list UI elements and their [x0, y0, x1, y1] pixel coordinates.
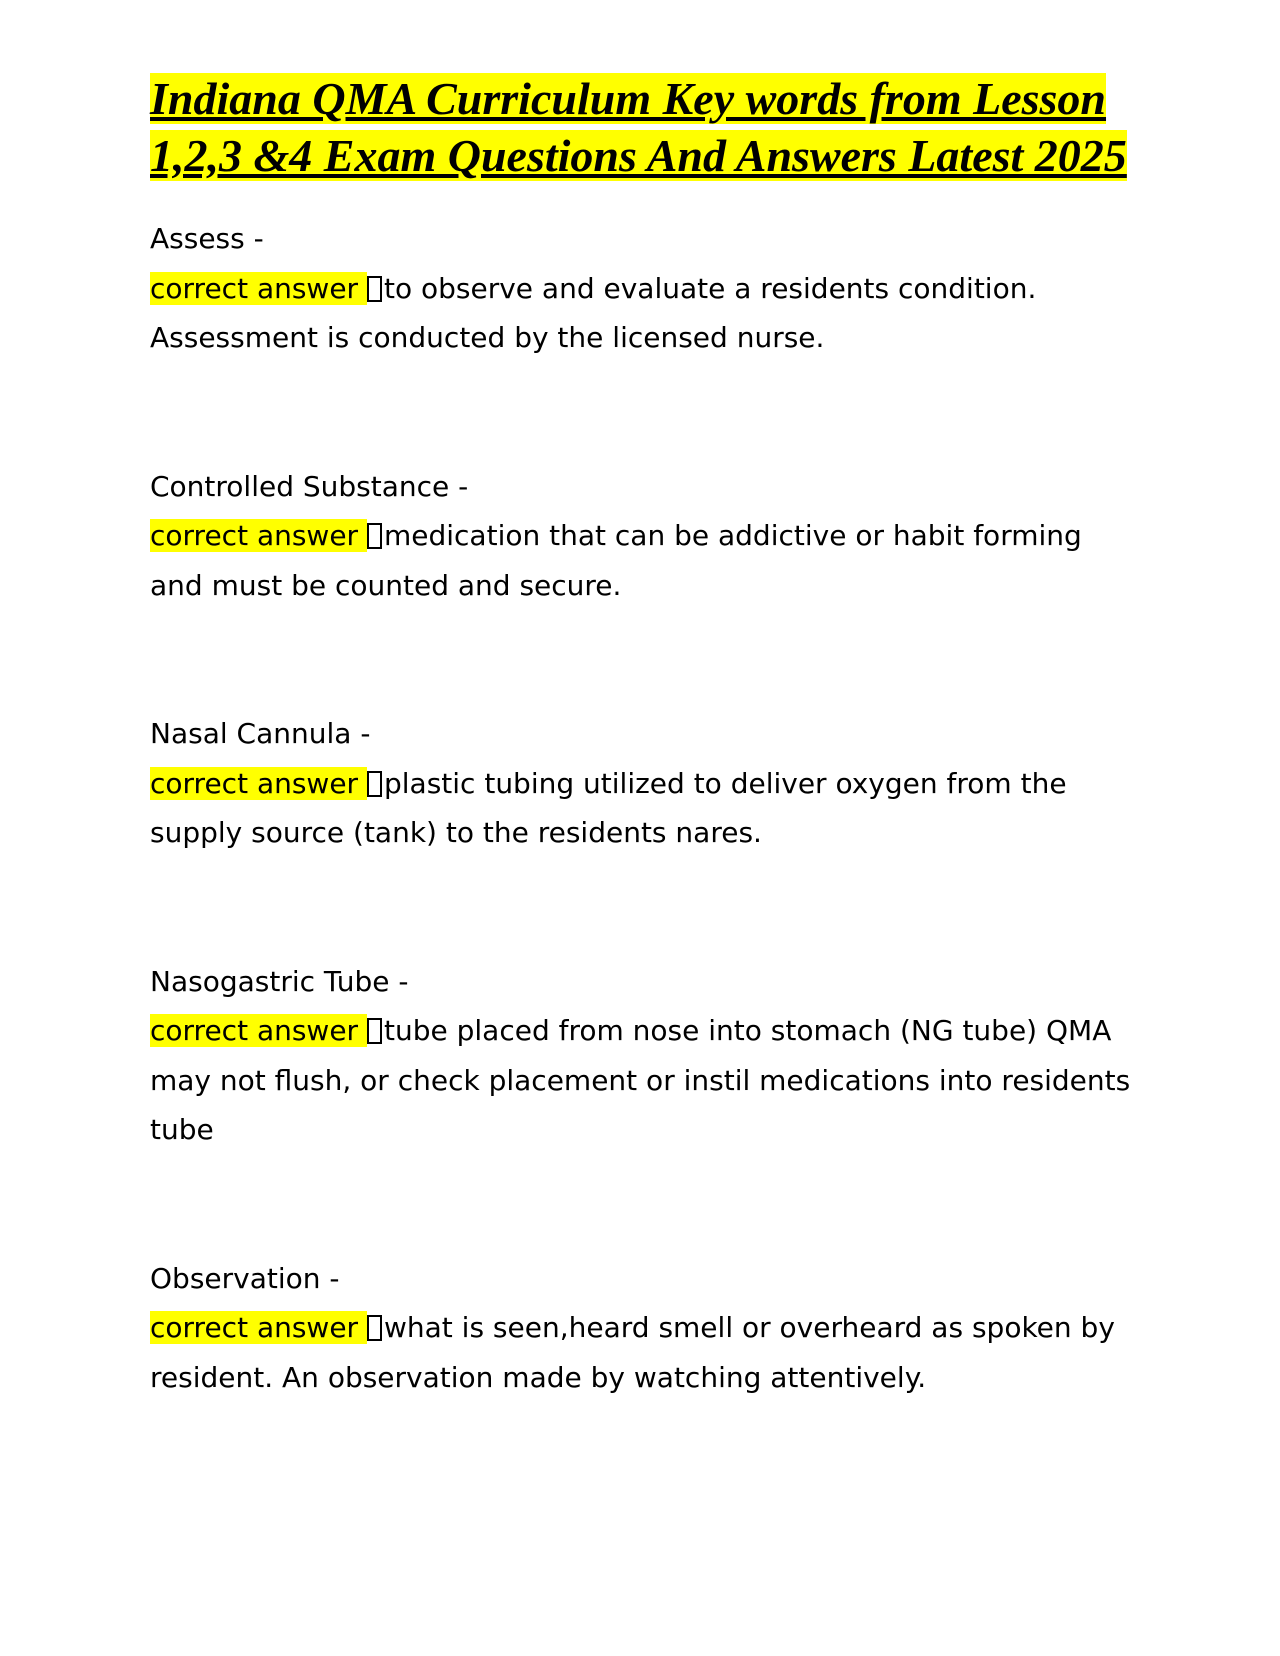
correct-answer-label: correct answer — [150, 1311, 367, 1344]
entry-term: Controlled Substance - — [150, 469, 469, 503]
entry-controlled-substance — [150, 462, 1140, 611]
entry-term: Nasogastric Tube - — [150, 964, 409, 998]
entry-definition: medication that can be addictive or habit forming and must be counted and secure. — [150, 519, 1082, 602]
document-page — [150, 70, 1140, 1501]
missing-glyph-box-icon — [367, 276, 382, 302]
title-highlight: Indiana QMA Curriculum Key words from Lesson 1,2,3 &4 Exam Questions And Answers Latest 2025 — [150, 73, 1127, 181]
entry-definition: what is seen,heard smell or overheard as spoken by resident. An observation made by watching attentively. — [150, 1311, 1115, 1394]
missing-glyph-box-icon — [367, 523, 382, 549]
entry-list — [150, 214, 1140, 1402]
entry-definition: tube placed from nose into stomach (NG tube) QMA may not flush, or check placement or instil medications into residents tube — [150, 1014, 1131, 1146]
entry-term: Nasal Cannula - — [150, 717, 371, 750]
missing-glyph-box-icon — [367, 1018, 382, 1044]
entry-term: Assess - — [150, 222, 264, 255]
entry-observation — [150, 1254, 1140, 1403]
entry-nasogastric-tube — [150, 957, 1140, 1155]
missing-glyph-box-icon — [367, 771, 382, 797]
entry-nasal-cannula — [150, 709, 1140, 858]
entry-term: Observation - — [150, 1261, 340, 1295]
entry-assess — [150, 214, 1140, 363]
correct-answer-label: correct answer — [150, 519, 367, 552]
missing-glyph-box-icon — [367, 1315, 382, 1341]
correct-answer-label: correct answer — [150, 271, 367, 305]
document-title — [150, 70, 1140, 184]
entry-definition: plastic tubing utilized to deliver oxygen from the supply source (tank) to the residents nares. — [150, 766, 1067, 849]
correct-answer-label: correct answer — [150, 766, 367, 800]
entry-definition: to observe and evaluate a residents condition. Assessment is conducted by the licensed nurse. — [150, 271, 1037, 354]
correct-answer-label: correct answer — [150, 1014, 367, 1047]
